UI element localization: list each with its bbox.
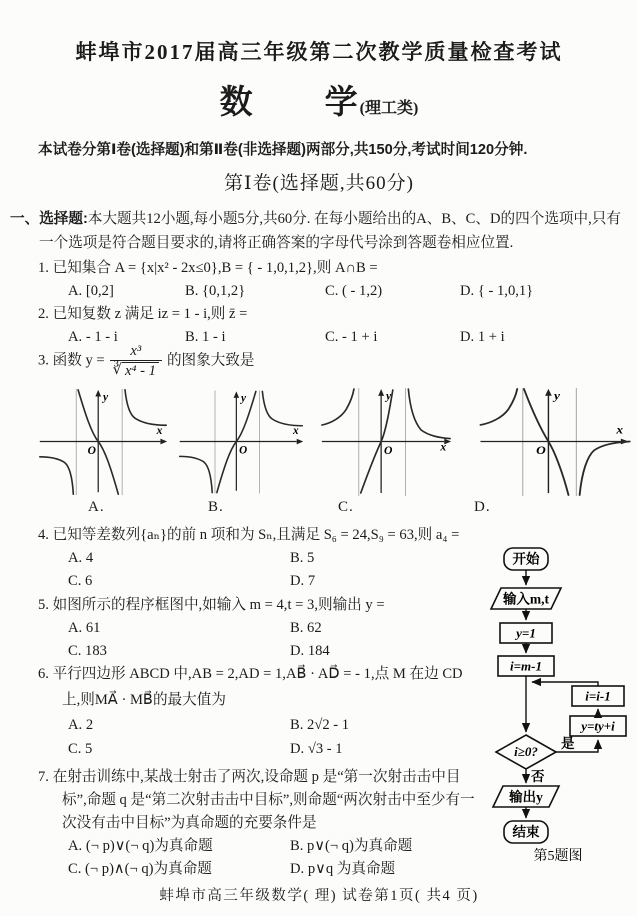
question-number: 4. (38, 527, 49, 543)
option-a: A. 61 (68, 620, 101, 636)
start-node-label: 开始 (512, 551, 540, 567)
y-axis-label: y (554, 389, 560, 403)
option-a: A. [0,2] (68, 283, 114, 299)
assign-i-node-label: i=m-1 (510, 658, 542, 674)
page-footer: 蚌埠市高三年级数学( 理) 试卷第1页( 共4 页) (159, 888, 479, 904)
question-7 (38, 766, 483, 881)
yes-branch-label: 是 (561, 736, 575, 751)
end-node-label: 结束 (512, 824, 540, 840)
graph-option-d (476, 386, 632, 498)
option-c: C. ( - 1,2) (325, 283, 383, 299)
graph-option-b (176, 386, 306, 498)
option-b: B. 1 - i (185, 329, 226, 345)
question-number: 5. (38, 597, 49, 613)
option-b: B. 5 (290, 550, 315, 566)
question-7-options (38, 835, 483, 881)
question-number: 3. (38, 352, 49, 369)
subject-note: (理工类) (359, 100, 419, 117)
option-a: A. (¬ p)∨(¬ q)为真命题 (68, 838, 213, 854)
question-6 (38, 661, 483, 761)
option-d: D. 184 (290, 643, 330, 659)
y-axis-label: y (241, 392, 246, 405)
question-6-stem: 6. 平行四边形 ABCD 中,AB = 2,AD = 1,AB⃗ · AD⃗ = - 1,点 M 在边 CD 上,则MA⃗ · MB⃗的最大值为 (38, 666, 463, 708)
section-title: 第Ⅰ卷(选择题,共60分) (224, 173, 414, 194)
option-c: C. 183 (68, 643, 107, 659)
origin-label: O (384, 444, 393, 458)
graph-label-c: C. (338, 499, 354, 515)
y-axis-label: y (103, 391, 109, 404)
question-5-stem: 5. 如图所示的程序框图中,如输入 m = 4,t = 3,则输出 y = (38, 597, 385, 613)
option-b: B. 62 (290, 620, 322, 636)
option-a: A. - 1 - i (68, 329, 118, 345)
option-b: B. p∨(¬ q)为真命题 (290, 838, 413, 854)
fraction (110, 343, 162, 380)
subject-name: 数 学 (219, 85, 360, 121)
question-number: 7. (38, 769, 49, 785)
question-5-flowchart (486, 542, 636, 877)
graph-label-d: D. (474, 499, 491, 515)
graph-option-c (318, 386, 454, 498)
question-4-stem: 4. 已知等差数列{aₙ}的前 n 项和为 Sₙ,且满足 S₆ = 24,S₉ = 63,则 a₄ = (38, 527, 460, 543)
no-branch-label: 否 (531, 769, 545, 784)
page-title: 蚌埠市2017届高三年级第二次教学质量检查考试 (75, 40, 563, 64)
question-number: 2. (38, 306, 49, 322)
question-4-options (38, 547, 483, 593)
question-number: 6. (38, 666, 49, 682)
question-5-options (38, 617, 483, 663)
x-axis-label: x (616, 423, 624, 437)
option-d: D. √3 - 1 (290, 741, 343, 757)
option-c: C. 5 (68, 741, 93, 757)
option-c: C. 6 (68, 573, 93, 589)
option-d: D. p∨q 为真命题 (290, 861, 396, 877)
fraction-denominator: ∛ x⁴ - 1 (110, 360, 162, 380)
option-d: D. 7 (290, 573, 316, 589)
question-7-stem: 7. 在射击训练中,某战士射击了两次,设命题 p 是“第一次射击击中目标”,命题 q 是“第二次射击击中目标”,则命题“两次射击中至少有一次没有击中目标”为真命题的充要条件是 (38, 769, 475, 831)
option-a: A. 2 (68, 717, 94, 733)
question-number: 1. (38, 260, 49, 276)
cube-root-sign: ∛ (112, 361, 122, 378)
graph-label-a: A. (88, 499, 105, 515)
option-a: A. 4 (68, 550, 94, 566)
loop-y-node-label: y=ty+i (581, 718, 615, 734)
x-axis-label: x (293, 425, 299, 438)
decision-node-label: i≥0? (514, 744, 538, 759)
exam-info: 本试卷分第Ⅰ卷(选择题)和第Ⅱ卷(非选择题)两部分,共150分,考试时间120分钟. (38, 142, 528, 158)
loop-i-node-label: i=i-1 (585, 688, 611, 704)
instructions-text: 本大题共12小题,每小题5分,共60分. 在每小题给出的A、B、C、D的四个选项中,只有一个选项是符合题目要求的,请将正确答案的字母代号涂到答题卷相应位置. (39, 211, 621, 251)
question-1 (38, 257, 628, 303)
question-5 (38, 594, 483, 663)
question-6-options (38, 713, 483, 761)
assign-y-node-label: y=1 (516, 625, 536, 641)
origin-label: O (87, 444, 96, 457)
question-3-stem: 3. 函数 y = x³ ∛ x⁴ - 1 的图象大致是 (38, 343, 255, 379)
option-b: B. {0,1,2} (185, 283, 246, 299)
graph-label-b: B. (208, 499, 224, 515)
graph-option-a (36, 386, 170, 498)
option-c: C. - 1 + i (325, 329, 378, 345)
option-d: D. { - 1,0,1} (460, 283, 534, 299)
x-axis-label: x (156, 424, 163, 437)
choice-instructions (10, 207, 628, 255)
fraction-numerator: x³ (130, 343, 142, 359)
input-node-label: 输入m,t (502, 591, 550, 607)
x-axis-label: x (440, 440, 447, 454)
flowchart-caption: 第5题图 (533, 849, 583, 864)
question-1-options (38, 280, 628, 303)
question-3 (38, 343, 628, 380)
subject-heading (0, 76, 638, 123)
question-2-stem: 2. 已知复数 z 满足 iz = 1 - i,则 z̄ = (38, 306, 248, 322)
question-1-stem: 1. 已知集合 A = {x|x² - 2x≤0},B = { - 1,0,1,2},则 A∩B = (38, 260, 378, 276)
question-4 (38, 524, 483, 593)
origin-label: O (239, 444, 248, 457)
option-b: B. 2√2 - 1 (290, 717, 350, 733)
option-c: C. (¬ p)∧(¬ q)为真命题 (68, 861, 212, 877)
option-d: D. 1 + i (460, 329, 505, 345)
origin-label: O (536, 443, 546, 457)
instructions-heading: 一、选择题: (10, 211, 88, 227)
y-axis-label: y (386, 389, 392, 403)
output-node-label: 输出y (509, 789, 543, 805)
